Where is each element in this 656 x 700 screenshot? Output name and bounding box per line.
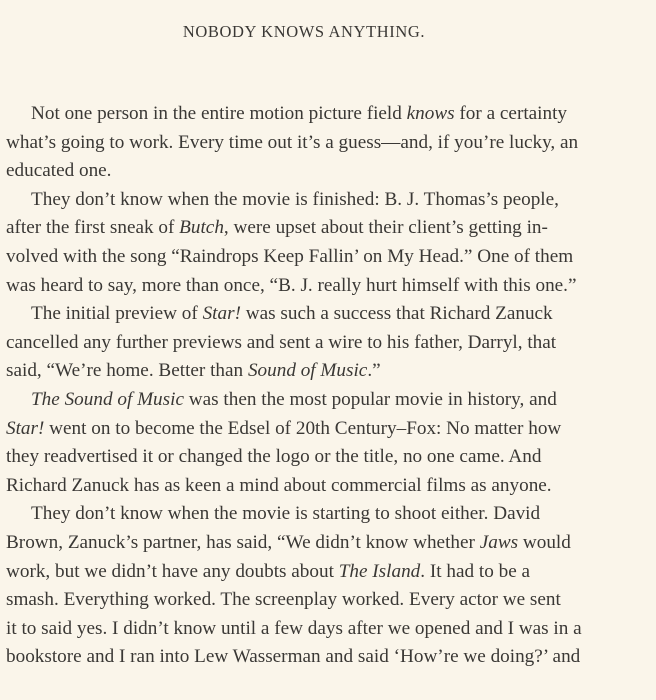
text-line	[6, 357, 381, 385]
italic-title-text: Star!	[6, 417, 45, 439]
italic-title-text: The Sound of Music	[31, 389, 184, 410]
text-run: was heard to say, more than once, “B. J. really hurt himself with this one.”	[6, 274, 577, 296]
text-line	[6, 214, 548, 242]
text-run: they readvertised it or changed the logo or the title, no one came. And	[6, 446, 542, 468]
text-line	[31, 386, 557, 414]
text-run: The initial preview of	[31, 303, 203, 325]
text-line	[31, 300, 553, 328]
text-run: Not one person in the entire motion picture field	[31, 103, 407, 124]
text-run: bookstore and I ran into Lew Wasserman and said ‘How’re we doing?’ and	[6, 646, 581, 668]
text-line	[6, 443, 541, 471]
text-run: Richard Zanuck has as keen a mind about commercial films as anyone.	[6, 474, 552, 496]
text-line	[6, 586, 561, 614]
text-run: would	[518, 532, 571, 553]
text-run: . It had to be a	[420, 560, 531, 582]
text-line	[6, 472, 552, 500]
text-run: volved with the song “Raindrops Keep Fallin’ on My Head.” One of them	[6, 246, 574, 267]
italic-title-text: Jaws	[479, 532, 519, 553]
text-line	[6, 415, 561, 443]
chapter-heading: NOBODY KNOWS ANYTHING.	[182, 22, 426, 41]
text-line	[6, 558, 530, 586]
text-line	[6, 129, 578, 157]
text-run: educated one.	[6, 160, 112, 182]
text-run: .”	[367, 360, 381, 382]
italic-title-text: Butch	[179, 217, 224, 239]
italic-title-text: The Island	[338, 560, 421, 582]
text-run: was then the most popular movie in history, and	[183, 389, 557, 410]
text-run: was such a success that Richard Zanuck	[240, 303, 553, 325]
text-run: , were upset about their client’s getting in-	[223, 217, 548, 239]
text-run: said, “We’re home. Better than	[6, 360, 248, 382]
text-run: work, but we didn’t have any doubts about	[6, 560, 339, 582]
text-run: after the first sneak of	[6, 217, 180, 239]
text-line	[6, 157, 111, 185]
text-line	[6, 272, 577, 300]
italic-title-text: Sound of Music	[247, 360, 368, 382]
italic-title-text: Star!	[202, 303, 241, 325]
text-line	[31, 100, 567, 128]
text-run: They don’t know when the movie is finished: B. J. Thomas’s people,	[31, 188, 559, 210]
text-run: They don’t know when the movie is starting to shoot either. David	[31, 503, 541, 525]
text-run: cancelled any further previews and sent a wire to his father, Darryl, that	[6, 331, 557, 353]
text-line	[6, 643, 580, 671]
text-line	[31, 186, 559, 214]
italic-title-text: knows	[406, 103, 455, 124]
text-run: for a certainty	[454, 103, 568, 124]
text-line	[6, 529, 571, 557]
text-run: it to said yes. I didn’t know until a few days after we opened and I was in a	[6, 617, 582, 639]
text-run: went on to become the Edsel of 20th Century–Fox: No matter how	[44, 417, 562, 439]
text-line	[31, 500, 540, 528]
text-line	[6, 615, 582, 643]
text-line	[6, 329, 556, 357]
text-run: Brown, Zanuck’s partner, has said, “We didn’t know whether	[6, 532, 480, 553]
text-line	[6, 243, 573, 271]
text-run: smash. Everything worked. The screenplay worked. Every actor we sent	[6, 589, 561, 611]
text-run: what’s going to work. Every time out it’s a guess—and, if you’re lucky, an	[6, 131, 579, 153]
